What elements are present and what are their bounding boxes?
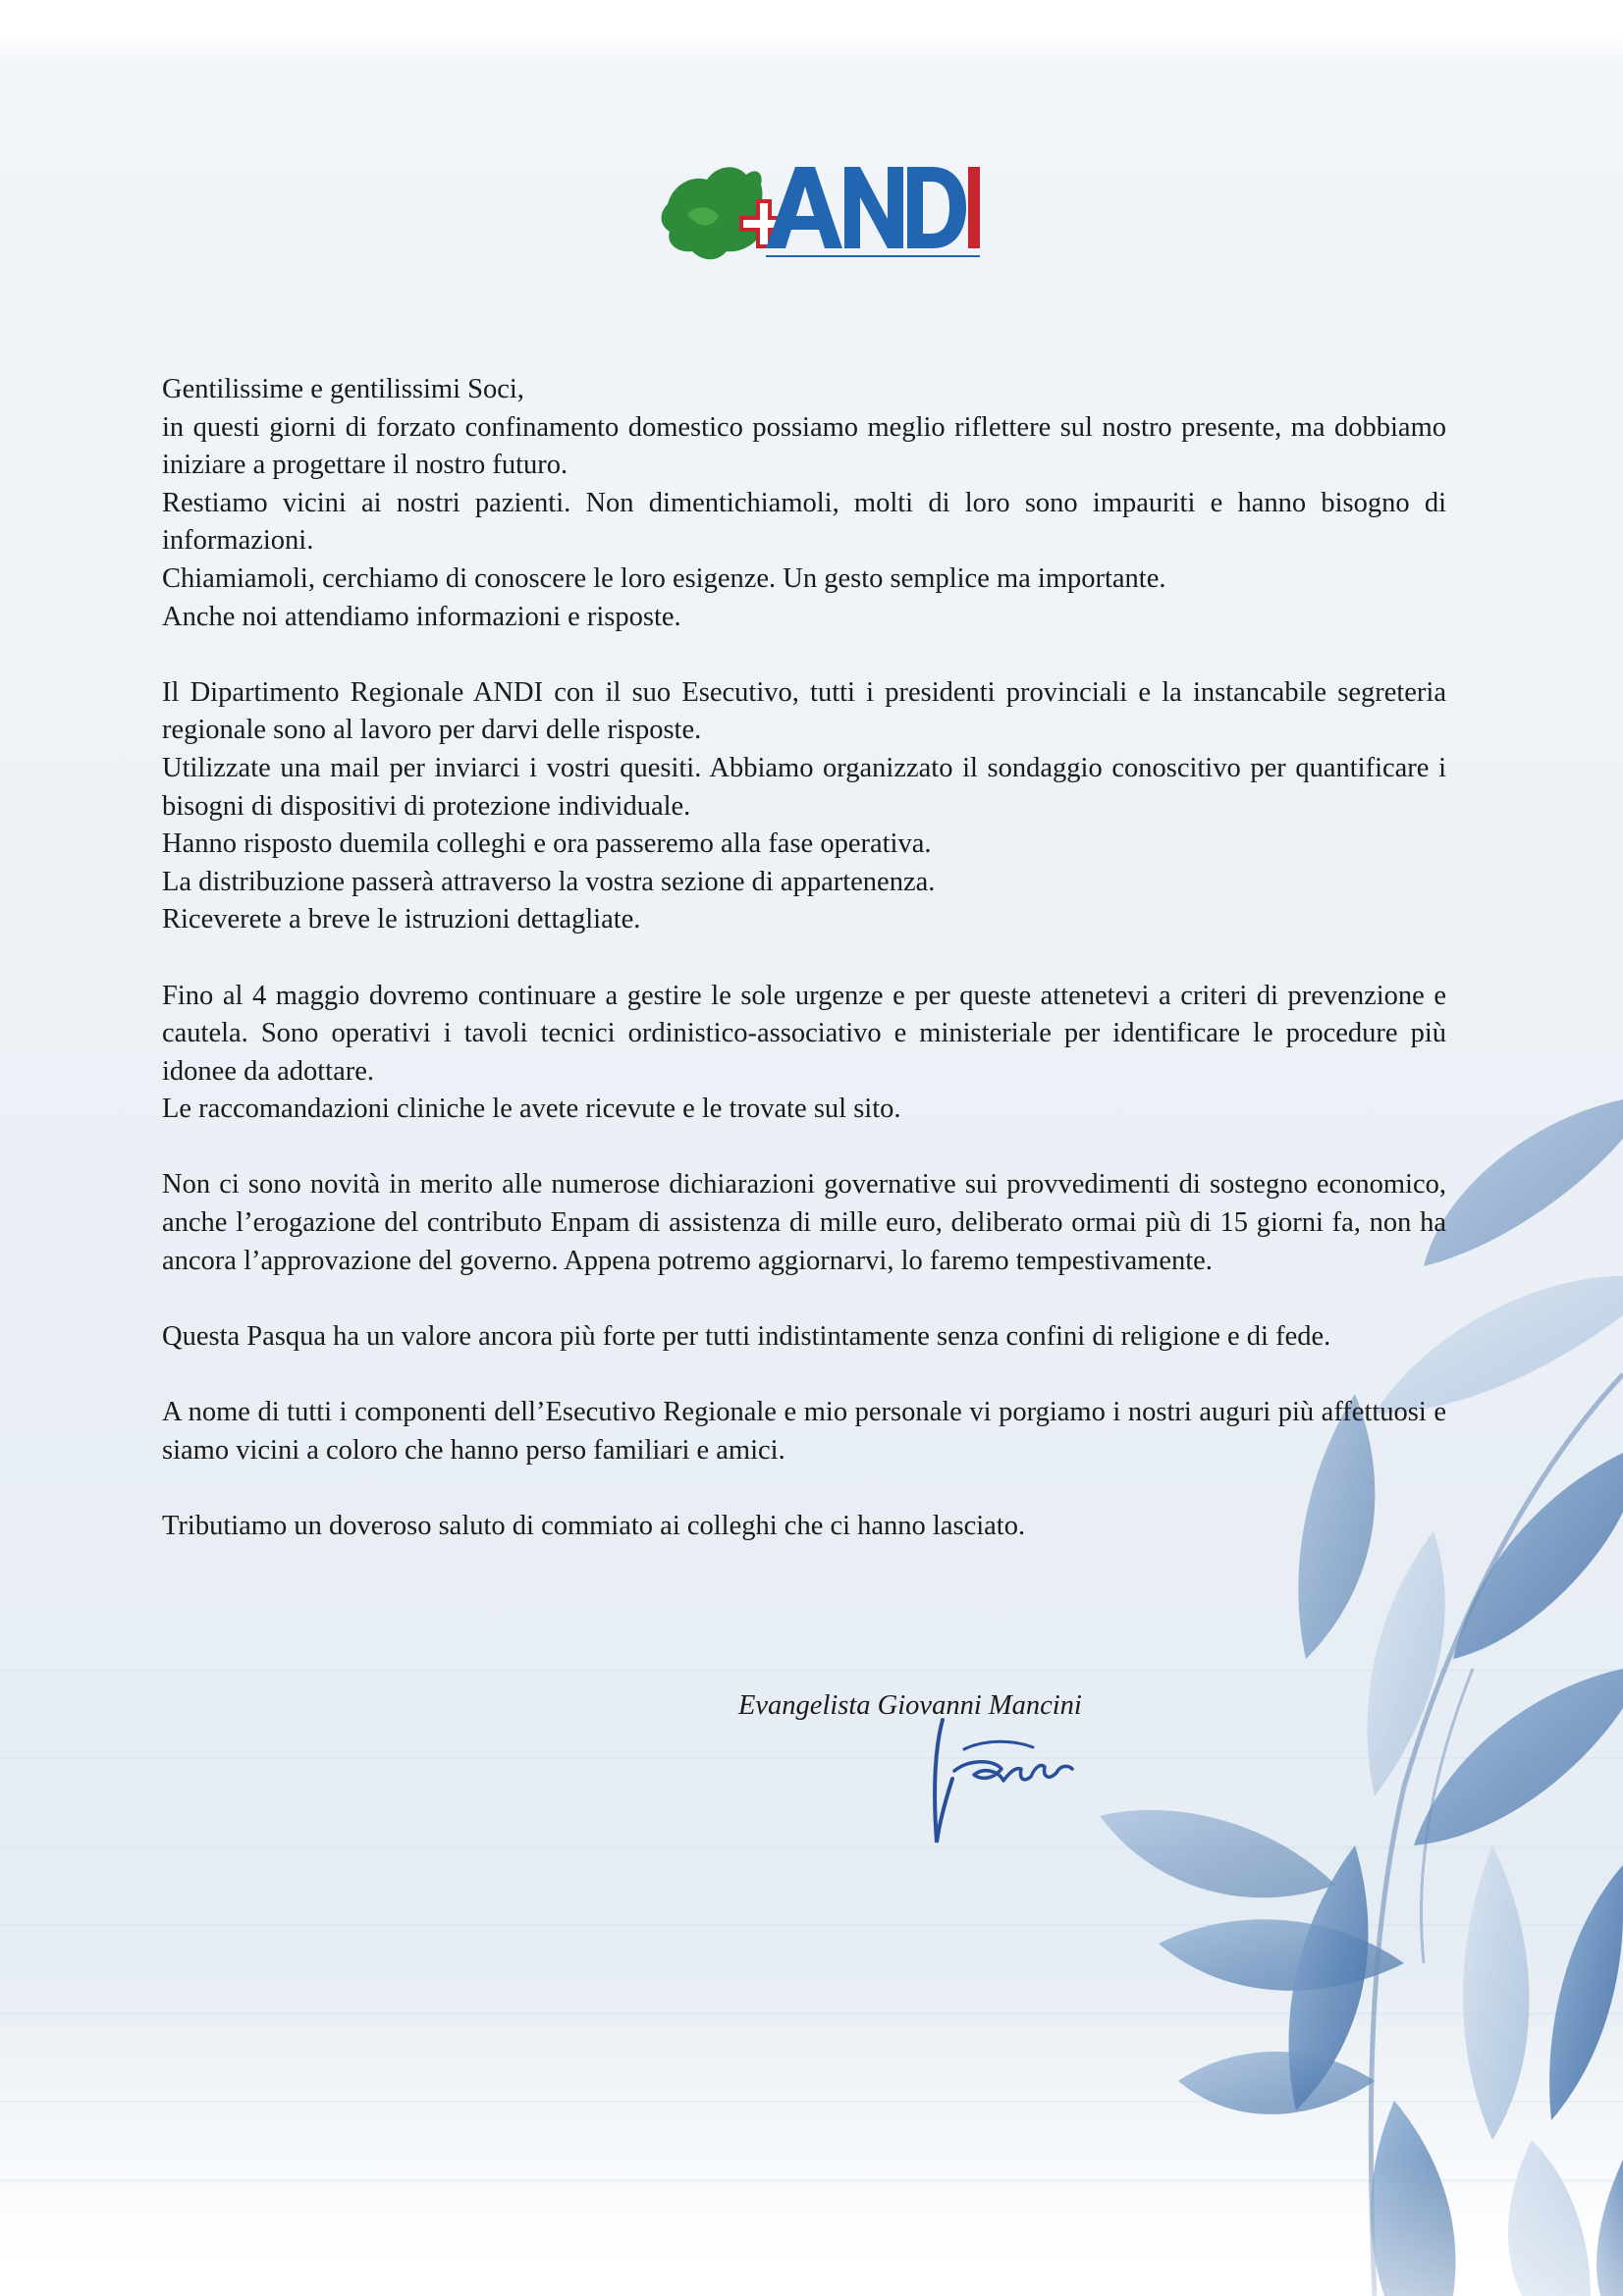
text-line: Chiamiamoli, cerchiamo di conoscere le loro esigenze. Un gesto semplice ma importante. [162, 562, 1166, 594]
paragraph-easter [162, 1318, 1446, 1357]
letter-body [162, 371, 1446, 1583]
text-line: La distribuzione passerà attraverso la vostra sezione di appartenenza. [162, 866, 936, 897]
paragraph-department [162, 674, 1446, 939]
text-line: Riceverete a breve le istruzioni dettagliate. [162, 904, 641, 935]
paragraph-urgencies [162, 978, 1446, 1129]
signatory-name: Evangelista Giovanni Mancini [738, 1690, 1082, 1721]
paragraph-wishes [162, 1394, 1446, 1469]
text-line: Tributiamo un doveroso saluto di commiato ai colleghi che ci hanno lasciato. [162, 1510, 1026, 1541]
text-line: Non ci sono novità in merito alle numerose dichiarazioni governative sui provvedimenti di sostegno economico, anche l’erogazione del contributo Enpam di assistenza di mille euro, deliberato ormai più di 15 giorni fa, non ha ancora l’approvazione del governo. Appena potremo aggiornarvi, lo faremo tempestivamente. [162, 1169, 1446, 1276]
paragraph-greeting [162, 371, 1446, 636]
text-line: Restiamo vicini ai nostri pazienti. Non dimentichiamoli, molti di loro sono impauriti e hanno bisogno di informazioni. [162, 487, 1446, 557]
andi-logo [648, 145, 982, 293]
text-line: Le raccomandazioni cliniche le avete ricevute e le trovate sul sito. [162, 1094, 901, 1125]
text-line: Fino al 4 maggio dovremo continuare a gestire le sole urgenze e per queste attenetevi a criteri di prevenzione e cautela. Sono operativi i tavoli tecnici ordinistico-associativo e ministeriale per identificare le procedure più idonee da adottare. [162, 980, 1446, 1087]
text-line: Hanno risposto duemila colleghi e ora passeremo alla fase operativa. [162, 828, 932, 860]
paragraph-economic [162, 1166, 1446, 1280]
text-line: Utilizzate una mail per inviarci i vostri quesiti. Abbiamo organizzato il sondaggio conoscitivo per quantificare i bisogni di dispositivi di protezione individuale. [162, 752, 1446, 822]
salutation: Gentilissime e gentilissimi Soci, [162, 374, 524, 404]
text-line: A nome di tutti i componenti dell’Esecutivo Regionale e mio personale vi porgiamo i nostri auguri più affettuosi e siamo vicini a coloro che hanno perso familiari e amici. [162, 1397, 1446, 1466]
text-line: Questa Pasqua ha un valore ancora più forte per tutti indistintamente senza confini di religione e di fede. [162, 1320, 1331, 1352]
handwritten-signature [925, 1710, 1102, 1857]
text-line: Anche noi attendiamo informazioni e risposte. [162, 601, 681, 632]
signature-block [738, 1690, 1249, 1857]
text-line: in questi giorni di forzato confinamento domestico possiamo meglio riflettere sul nostro presente, ma dobbiamo iniziare a progettare il nostro futuro. [162, 411, 1446, 481]
text-line: Il Dipartimento Regionale ANDI con il suo Esecutivo, tutti i presidenti provinciali e la instancabile segreteria regionale sono al lavoro per darvi delle risposte. [162, 676, 1446, 746]
paragraph-farewell [162, 1508, 1446, 1546]
